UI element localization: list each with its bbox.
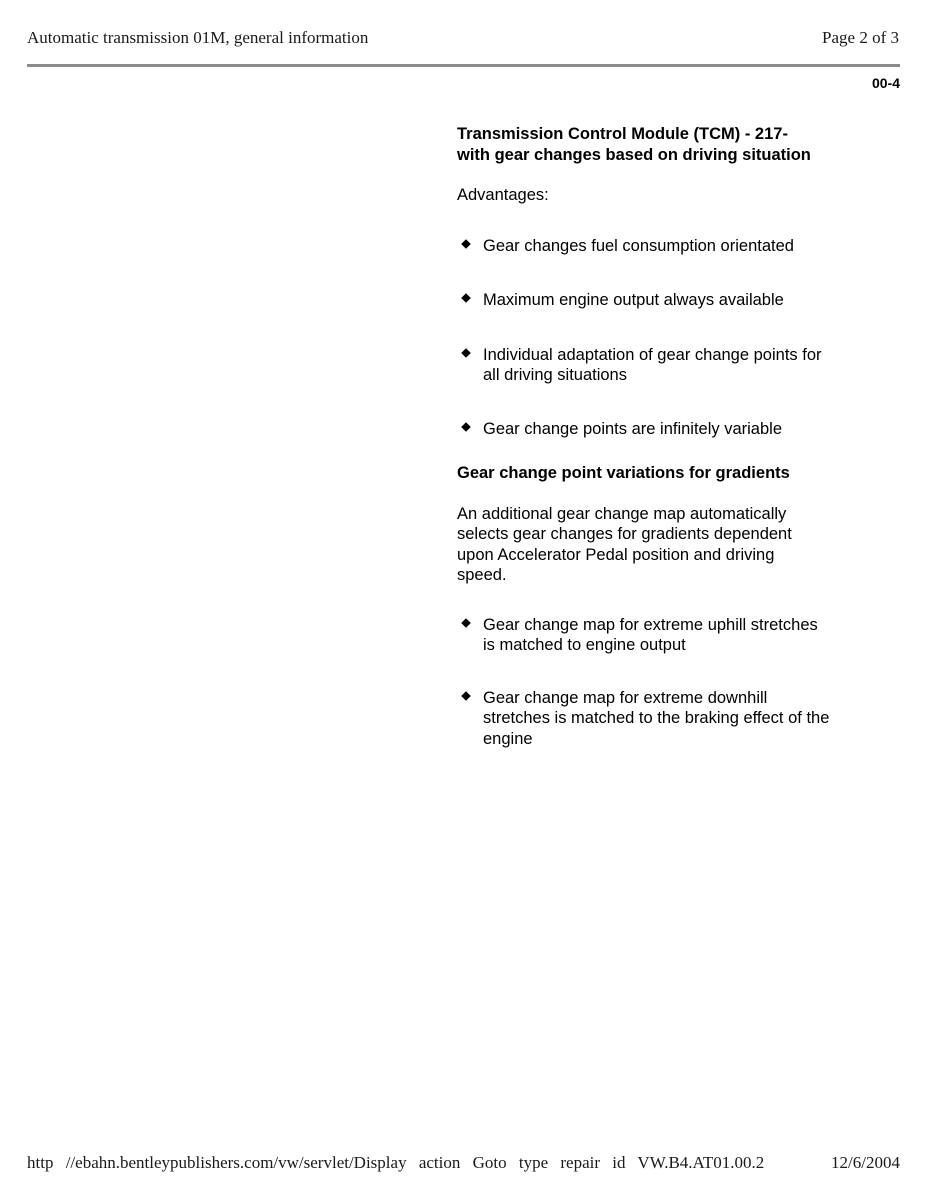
list-item-text: is matched to engine output xyxy=(483,636,686,654)
list-item-text: Individual adaptation of gear change points for xyxy=(483,345,822,364)
list-item-text: Gear change points are infinitely variable xyxy=(483,419,783,438)
list-item xyxy=(457,345,877,386)
heading-line: Transmission Control Module (TCM) - 217- xyxy=(457,125,788,143)
list-item-text: all driving situations xyxy=(483,366,627,384)
diamond-bullet-icon xyxy=(461,422,471,432)
list-item-text: stretches is matched to the braking effect of the xyxy=(483,709,830,727)
list-item-text: Maximum engine output always available xyxy=(483,291,784,309)
paragraph-line: upon Accelerator Pedal position and driving xyxy=(457,545,775,564)
advantages-label: Advantages: xyxy=(457,186,549,204)
list-item-text: Gear changes fuel consumption orientated xyxy=(483,236,794,255)
page-number: Page 2 of 3 xyxy=(822,28,899,47)
list-item-text: Gear change map for extreme uphill stretches xyxy=(483,615,818,634)
diamond-bullet-icon xyxy=(461,691,471,701)
diamond-bullet-icon xyxy=(461,618,471,628)
advantages-list xyxy=(457,236,877,440)
list-item xyxy=(457,419,877,440)
list-item-text: engine xyxy=(483,729,533,748)
list-item xyxy=(457,615,877,656)
gradients-list xyxy=(457,615,877,750)
header-divider xyxy=(27,64,900,67)
document-title: Automatic transmission 01M, general information xyxy=(27,28,369,47)
print-date: 12/6/2004 xyxy=(831,1153,900,1172)
section-heading-gradients: Gear change point variations for gradients xyxy=(457,464,790,482)
heading-line: with gear changes based on driving situation xyxy=(457,145,811,164)
diamond-bullet-icon xyxy=(461,348,471,358)
diamond-bullet-icon xyxy=(461,239,471,249)
list-item xyxy=(457,688,877,750)
list-item xyxy=(457,236,877,257)
paragraph-line: selects gear changes for gradients dependent xyxy=(457,525,792,543)
diamond-bullet-icon xyxy=(461,293,471,303)
paragraph-line: speed. xyxy=(457,566,507,584)
list-item xyxy=(457,290,877,311)
paragraph-line: An additional gear change map automatically xyxy=(457,504,787,523)
list-item-text: Gear change map for extreme downhill xyxy=(483,688,768,707)
source-url: http //ebahn.bentleypublishers.com/vw/servlet/Display action Goto type repair id VW.B4.AT01.00.2 xyxy=(27,1153,765,1172)
gradients-paragraph xyxy=(457,504,877,586)
section-heading-tcm xyxy=(457,124,877,165)
main-content xyxy=(457,124,877,749)
section-code: 00-4 xyxy=(871,75,900,91)
